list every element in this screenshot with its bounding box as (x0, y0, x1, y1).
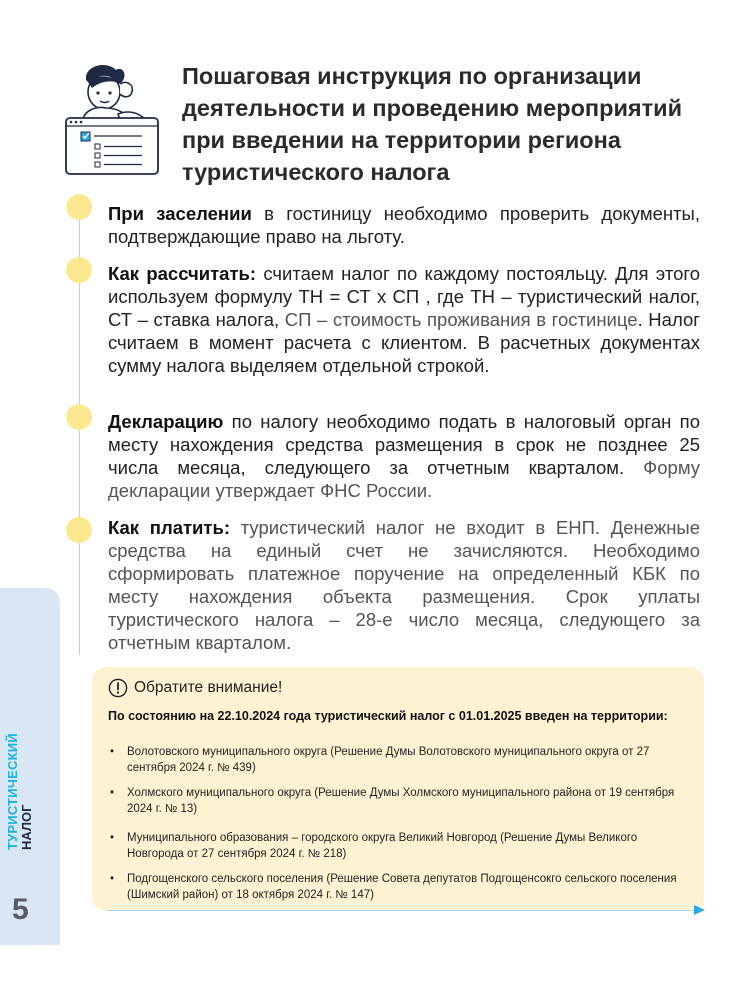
list-item-text: Волотовского муниципального округа (Решение Думы Волотовского муниципального округа от 27 сентября 2024 г. № 439) (127, 746, 650, 774)
timeline-dot (66, 517, 92, 543)
person-illustration (62, 62, 167, 177)
notice-heading-text: Обратите внимание! (134, 679, 283, 696)
section-label-line2: НАЛОГ (19, 804, 34, 850)
step-lead: Как платить: (108, 517, 231, 538)
timeline-dot (66, 404, 92, 430)
step-lead: Как рассчитать: (108, 263, 257, 284)
list-item (108, 744, 688, 776)
list-item (108, 830, 688, 862)
notice-list (108, 744, 688, 912)
page-number: 5 (12, 893, 29, 926)
arrow-right-icon (694, 905, 705, 915)
step-muted-text: Форму декларации утверждает ФНС России. (108, 457, 700, 501)
step-lead: Декларацию (108, 411, 224, 432)
step-text: считаем налог по каждому постояльцу. Для этого используем формулу ТН = СТ х СП , где ТН – туристический налог, СТ – ставка налога, (108, 263, 700, 330)
list-item-text: Холмского муниципального округа (Решение Думы Холмского муниципального района от 19 сентября 2024 г. № 13) (127, 787, 675, 815)
list-item (108, 871, 688, 903)
notice-bold-text: По состоянию на 22.10.2024 года туристический налог с 01.01.2025 введен на территории: (108, 709, 668, 723)
list-item (108, 785, 688, 817)
step-lead: При заселении (108, 203, 252, 224)
timeline-dot (66, 194, 92, 220)
bullet: • (110, 873, 115, 885)
step-muted-text: туристический налог не входит в ЕНП. Денежные средства на единый счет не зачисляются. Необходимо сформировать платежное поручение на определенный КБК по месту нахождения объекта размещения. Срок уплаты туристического налога – 28-е число месяца, следующего за отчетным кварталом. (108, 517, 701, 653)
timeline-dot (66, 257, 92, 283)
step-payment (108, 516, 700, 654)
step-check-in (108, 202, 700, 248)
section-label-line1: ТУРИСТИЧЕСКИЙ (5, 733, 20, 850)
step-text-tail: . Налог считаем в момент расчета с клиентом. В расчетных документах сумму налога выделяем отдельной строкой. (108, 309, 700, 376)
step-text: в гостиницу необходимо проверить документы, подтверждающие право на льготу. (108, 203, 700, 247)
section-label (6, 720, 46, 850)
step-muted-text: СП – стоимость проживания в гостинице (284, 309, 638, 330)
warning-icon (108, 678, 128, 698)
step-declaration (108, 410, 700, 502)
bullet: • (110, 787, 115, 799)
notice-heading (108, 678, 282, 698)
page-title: Пошаговая инструкция по организации деятельности и проведению мероприятий при введении на территории региона туристического налога (182, 63, 683, 185)
bullet: • (110, 832, 115, 844)
list-item-text: Подгощенского сельского поселения (Решение Совета депутатов Подгощенсокго сельского поселения (Шимский район) от 18 октября 2024 г. № 147) (127, 873, 677, 901)
bullet: • (110, 746, 115, 758)
step-calculate (108, 262, 700, 377)
step-text: по налогу необходимо подать в налоговый орган по месту нахождения средства размещения в срок не позднее 25 числа месяца, следующего за отчетным кварталом. (108, 411, 700, 478)
list-item-text: Муниципального образования – городского округа Великий Новгород (Решение Думы Великого Новгорода от 27 сентября 2024 г. № 218) (127, 832, 638, 860)
